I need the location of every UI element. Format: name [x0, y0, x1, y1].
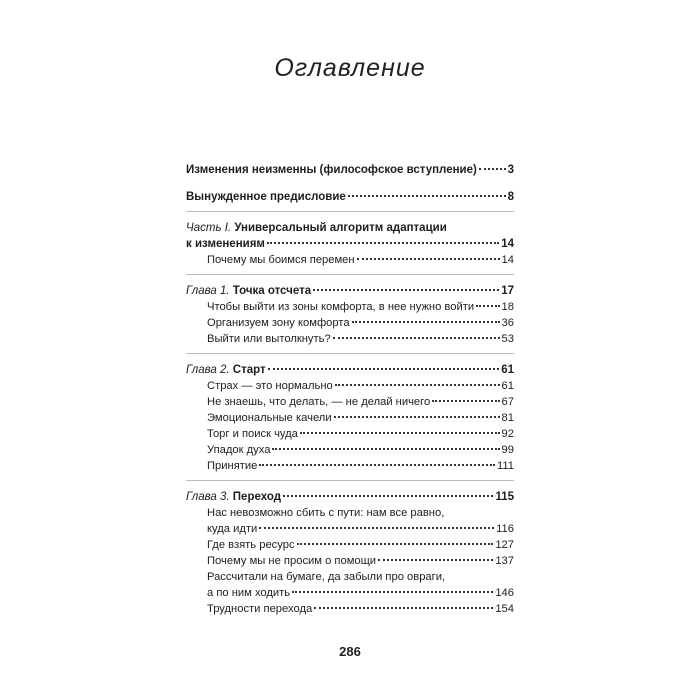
toc-part-1[interactable] — [186, 236, 514, 252]
toc-page-number: 36 — [501, 317, 514, 329]
toc-entry-text: куда идти — [207, 523, 258, 535]
dot-leader — [292, 591, 493, 593]
page-title: Оглавление — [274, 54, 426, 82]
toc-subentry[interactable] — [186, 553, 514, 569]
dot-leader — [479, 168, 506, 170]
toc-entry-text: а по ним ходить — [207, 587, 291, 599]
section-divider — [186, 274, 514, 275]
toc-page-number: 17 — [501, 285, 514, 297]
chapter-title: Старт — [232, 364, 266, 376]
toc-entry-intro[interactable] — [186, 162, 514, 178]
toc-entry-text: Изменения неизменны (философское вступление) — [186, 164, 477, 176]
toc-page-number: 14 — [501, 238, 514, 250]
toc-entry-text: Организуем зону комфорта — [207, 317, 350, 329]
toc-page-number: 115 — [495, 491, 514, 503]
toc-entry-text: Вынужденное предисловие — [186, 191, 346, 203]
dot-leader — [432, 400, 499, 402]
toc-entry-text: Выйти или вытолкнуть? — [207, 333, 331, 345]
toc-page-number: 137 — [495, 555, 514, 567]
toc-subentry-line-1[interactable]: Рассчитали на бумаге, да забыли про овраги, — [207, 571, 446, 583]
toc-chapter-3[interactable] — [186, 489, 514, 505]
toc-chapter-1[interactable] — [186, 283, 514, 299]
part-title-line-1: Универсальный алгоритм адаптации — [234, 222, 447, 234]
part-title-line-2: к изменениям — [186, 238, 265, 250]
dot-leader — [268, 368, 500, 370]
toc-subentry[interactable] — [186, 442, 514, 458]
toc-page-number: 116 — [496, 523, 514, 535]
toc-entry-text: Эмоциональные качели — [207, 412, 332, 424]
dot-leader — [378, 559, 493, 561]
toc-entry-text: Почему мы боимся перемен — [207, 254, 355, 266]
toc-entry-text: Почему мы не просим о помощи — [207, 555, 377, 567]
toc-page-number: 61 — [501, 364, 514, 376]
section-divider — [186, 353, 514, 354]
table-of-contents — [186, 162, 514, 617]
dot-leader — [267, 242, 499, 244]
section-divider — [186, 211, 514, 212]
dot-leader — [297, 543, 494, 545]
dot-leader — [300, 432, 500, 434]
toc-subentry[interactable] — [186, 410, 514, 426]
dot-leader — [333, 337, 500, 339]
toc-page-number: 127 — [495, 539, 514, 551]
chapter-title: Переход — [232, 491, 281, 503]
toc-subentry[interactable] — [186, 252, 514, 268]
toc-entry-text: Принятие — [207, 460, 258, 472]
dot-leader — [259, 527, 494, 529]
toc-subentry[interactable] — [186, 585, 514, 601]
toc-chapter-2[interactable] — [186, 362, 514, 378]
toc-page-number: 154 — [495, 603, 514, 615]
dot-leader — [357, 258, 500, 260]
toc-page-number: 92 — [501, 428, 514, 440]
dot-leader — [314, 607, 493, 609]
toc-page-number: 67 — [501, 396, 514, 408]
toc-page-number: 146 — [495, 587, 514, 599]
dot-leader — [283, 495, 493, 497]
toc-entry-preface[interactable] — [186, 189, 514, 205]
page-number: 286 — [339, 644, 361, 659]
toc-entry-text: Чтобы выйти из зоны комфорта, в нее нужно войти — [207, 301, 475, 313]
section-divider — [186, 480, 514, 481]
chapter-title: Точка отсчета — [232, 285, 312, 297]
dot-leader — [352, 321, 500, 323]
dot-leader — [272, 448, 499, 450]
toc-subentry[interactable] — [186, 394, 514, 410]
toc-subentry[interactable] — [186, 521, 514, 537]
dot-leader — [335, 384, 500, 386]
dot-leader — [334, 416, 500, 418]
toc-page-number: 8 — [507, 191, 514, 203]
toc-subentry[interactable] — [186, 601, 514, 617]
toc-subentry[interactable] — [186, 299, 514, 315]
toc-entry-text: Где взять ресурс — [207, 539, 295, 551]
dot-leader — [348, 195, 506, 197]
toc-subentry[interactable] — [186, 426, 514, 442]
toc-page-number: 81 — [501, 412, 514, 424]
toc-page-number: 61 — [501, 380, 514, 392]
toc-page-number: 111 — [496, 460, 514, 472]
toc-part-1-heading[interactable] — [186, 220, 514, 236]
dot-leader — [476, 305, 499, 307]
toc-page-number: 99 — [501, 444, 514, 456]
toc-entry-text: Торг и поиск чуда — [207, 428, 298, 440]
toc-subentry[interactable] — [186, 378, 514, 394]
toc-subentry[interactable] — [186, 458, 514, 474]
toc-entry-text: Упадок духа — [207, 444, 271, 456]
toc-entry-text: Страх — это нормально — [207, 380, 333, 392]
chapter-prefix: Глава 3. — [186, 491, 230, 503]
dot-leader — [259, 464, 495, 466]
toc-page-number: 3 — [507, 164, 514, 176]
toc-subentry[interactable] — [186, 537, 514, 553]
toc-subentry[interactable] — [186, 315, 514, 331]
dot-leader — [313, 289, 499, 291]
toc-subentry[interactable] — [186, 331, 514, 347]
toc-subentry-line-1[interactable]: Нас невозможно сбить с пути: нам все равно, — [207, 507, 445, 519]
toc-entry-text: Не знаешь, что делать, — не делай ничего — [207, 396, 431, 408]
toc-page-number: 18 — [501, 301, 514, 313]
part-prefix: Часть I. — [186, 222, 232, 234]
toc-page-number: 53 — [501, 333, 514, 345]
toc-entry-text: Трудности перехода — [207, 603, 313, 615]
chapter-prefix: Глава 1. — [186, 285, 230, 297]
toc-page-number: 14 — [501, 254, 514, 266]
chapter-prefix: Глава 2. — [186, 364, 230, 376]
